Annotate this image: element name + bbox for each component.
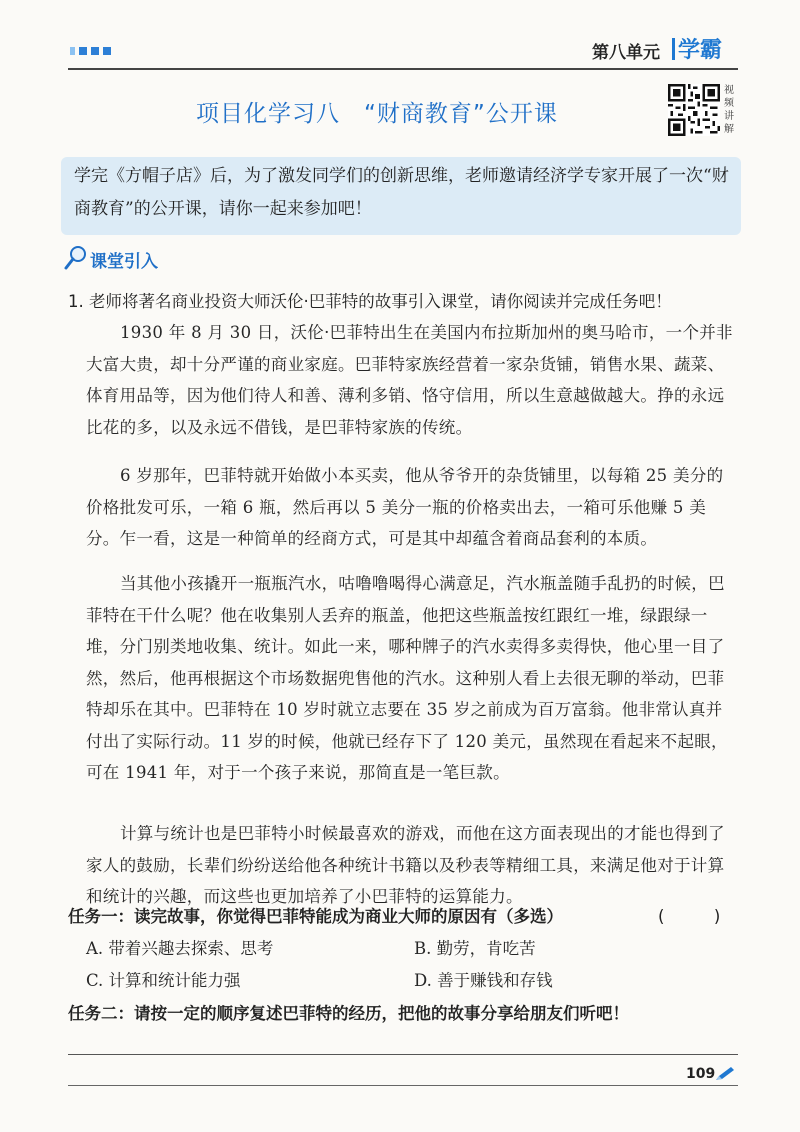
story-paragraph: 当其他小孩撬开一瓶瓶汽水，咕噜噜喝得心满意足，汽水瓶盖随手乱扔的时候，巴菲特在干什么呢？他在收集别人丢弃的瓶盖，他把这些瓶盖按红跟红一堆，绿跟绿一堆，分门别类地收集、统计。如此一来，哪种牌子的汽水卖得多卖得快，他心里一目了然，然后，他再根据这个市场数据兜售他的汽水。这种别人看上去很无聊的举动，巴菲特却乐在其中。巴菲特在 10 岁时就立志要在 35 岁之前成为百万富翁。他非常认真并付出了实际行动。11 岁的时候，他就已经存下了 120 美元，虽然现在看起来不起眼，可在 1941 年，对于一个孩子来说，那简直是一笔巨款。: [86, 574, 728, 782]
option-d[interactable]: D. 善于赚钱和存钱: [414, 971, 553, 990]
brand-logo: 学霸: [678, 38, 723, 63]
qr-code-icon[interactable]: [668, 84, 720, 136]
answer-blank[interactable]: ( ): [658, 907, 721, 926]
page-title: 项目化学习八 “财商教育”公开课: [196, 101, 558, 127]
task-one: 任务一：读完故事，你觉得巴菲特能成为商业大师的原因有（多选）: [68, 907, 563, 926]
story-paragraph: 6 岁那年，巴菲特就开始做小本买卖，他从爷爷开的杂货铺里，以每箱 25 美分的价格批发可乐，一箱 6 瓶，然后再以 5 美分一瓶的价格卖出去，一箱可乐他赚 5 美分。乍一看，这是一种简单的经商方式，可是其中却蕴含着商品套利的本质。: [86, 466, 724, 548]
pencil-icon: [714, 1066, 736, 1082]
magnifier-icon: [64, 245, 88, 271]
section-title: 课堂引入: [90, 252, 158, 272]
answer-line[interactable]: [68, 1054, 738, 1055]
header-divider: [68, 68, 738, 70]
unit-title: 第八单元: [592, 43, 660, 63]
question-text: 1. 老师将著名商业投资大师沃伦·巴菲特的故事引入课堂，请你阅读并完成任务吧！: [68, 292, 672, 311]
footer-divider: [68, 1085, 738, 1086]
qr-video-label: 视 频 讲 解: [724, 85, 734, 135]
option-c[interactable]: C. 计算和统计能力强: [86, 971, 241, 990]
story-paragraph: 1930 年 8 月 30 日，沃伦·巴菲特出生在美国内布拉斯加州的奥马哈市，一个并非大富大贵，却十分严谨的商业家庭。巴菲特家族经营着一家杂货铺，销售水果、蔬菜、体育用品等，因为他们待人和善、薄利多销、恪守信用，所以生意越做越大。挣的永远比花的多，以及永远不借钱，是巴菲特家族的传统。: [86, 323, 733, 437]
page-number: 109: [686, 1066, 716, 1082]
option-b[interactable]: B. 勤劳，肯吃苦: [414, 939, 536, 958]
intro-text: 学完《方帽子店》后，为了激发同学们的创新思维，老师邀请经济学专家开展了一次“财商教育”的公开课，请你一起来参加吧！: [74, 166, 729, 219]
story-paragraph: 计算与统计也是巴菲特小时候最喜欢的游戏，而他在这方面表现出的才能也得到了家人的鼓励，长辈们纷纷送给他各种统计书籍以及秒表等精细工具，来满足他对于计算和统计的兴趣，而这些也更加培养了小巴菲特的运算能力。: [86, 824, 725, 906]
option-a[interactable]: A. 带着兴趣去探索、思考: [86, 939, 274, 958]
brand-bar: [672, 38, 675, 60]
task-two: 任务二：请按一定的顺序复述巴菲特的经历，把他的故事分享给朋友们听吧！: [68, 1004, 629, 1023]
header-squares: [70, 47, 111, 55]
